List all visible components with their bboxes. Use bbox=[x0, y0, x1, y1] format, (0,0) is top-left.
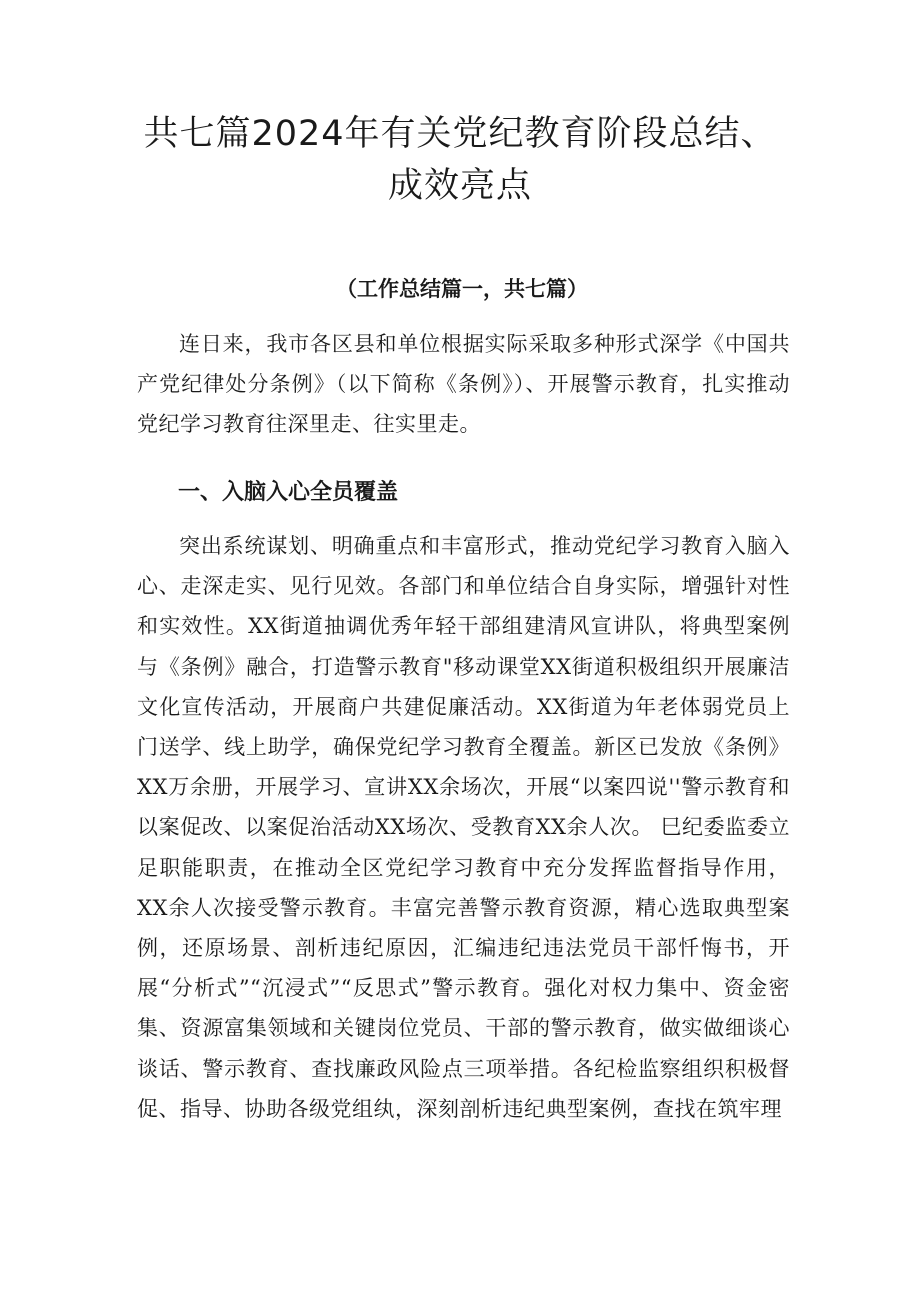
intro-paragraph: 连日来，我市各区县和单位根据实际采取多种形式深学《中国共产党纪律处分条例》（以下简称《条例》）、开展警示教育，扎实推动党纪学习教育往深里走、往实里走。 bbox=[137, 332, 790, 436]
document-title: 共七篇2024年有关党纪教育阶段总结、成效亮点 bbox=[143, 114, 777, 206]
section-1-paragraph: 突出系统谋划、明确重点和丰富形式，推动党纪学习教育入脑入心、走深走实、见行见效。各部门和单位结合自身实际，增强针对性和实效性。XX街道抽调优秀年轻干部组建清风宣讲队，将典型案例与《条例》融合，打造警示教育"移动课堂XX街道积极组织开展廉洁文化宣传活动，开展商户共建促廉活动。XX街道为年老体弱党员上门送学、线上助学，确保党纪学习教育全覆盖。新区已发放《条例》XX万余册，开展学习、宣讲XX余场次，开展“以案四说''警示教育和以案促改、以案促治活动XX场次、受教育XX余人次。 巳纪委监委立足职能职责，在推动全区党纪学习教育中充分发挥监督指导作用，XX余人次接受警示教育。丰富完善警示教育资源，精心选取典型案例，还原场景、剖析违纪原因，汇编违纪违法党员干部忏悔书，开展“分析式”“沉浸式”“反思式”警示教育。强化对权力集中、资金密集、资源富集领域和关键岗位党员、干部的警示教育，做实做细谈心谈话、警示教育、查找廉政风险点三项举措。各纪检监察组织积极督促、指导、协助各级党组纨，深刻剖析违纪典型案例，查找在筑牢理 bbox=[137, 534, 790, 1121]
document-subtitle: （工作总结篇一，共七篇） bbox=[336, 276, 588, 301]
section-heading-1: 一、入脑入心全员覆盖 bbox=[178, 480, 399, 505]
